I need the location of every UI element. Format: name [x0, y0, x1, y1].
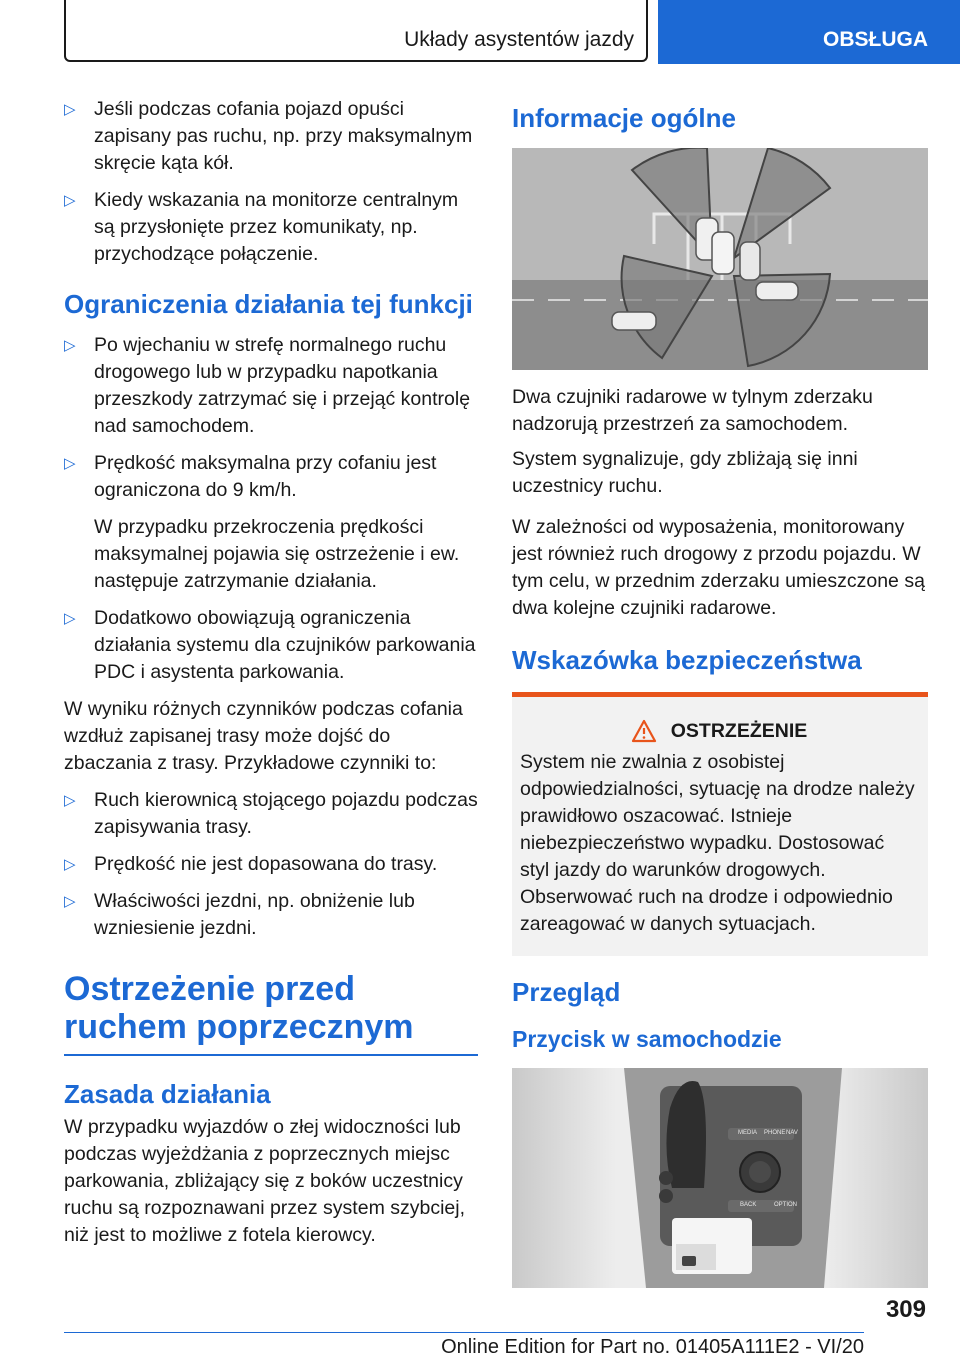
general-paragraph: W zależności od wyposażenia, monitorowany jest również ruch drogowy z przodu pojazdu. W tym celu, w przednim zderzaku umieszczone są dwa kolejne czujniki radarowe. [512, 516, 925, 619]
overview-heading: Przegląd [512, 977, 621, 1007]
list-item: ▷ Kiedy wskazania na monitorze centralnym są przysłonięte przez komunikaty, np. przychodzące połączenie. [64, 187, 478, 268]
warning-text: System nie zwalnia z osobistej odpowiedzialności, sytuację na drodze należy prawidłowo oszacować. Istnieje niebezpieczeństwo wypadku. Dostosować styl jazdy do warunków drogowych. Obserwować ruch na drodze i odpowiednio zareagować w danych sytuacjach. [520, 751, 915, 935]
console-label: OPTION [774, 1202, 798, 1208]
list-item: ▷ Prędkość nie jest dopasowana do trasy. [64, 851, 478, 878]
triangle-right-icon: ▷ [64, 610, 76, 627]
left-column [64, 96, 478, 1249]
limits-heading: Ograniczenia działania tej funkcji [64, 289, 473, 319]
general-paragraph: Dwa czujniki radarowe w tylnym zderzaku nadzorują przestrzeń za samochodem. [512, 386, 873, 435]
page-header [0, 0, 960, 64]
console-label: BACK [740, 1202, 757, 1208]
list-item: ▷ Jeśli podczas cofania pojazd opuści zapisany pas ruchu, np. przy maksymalnym skręcie kąta kół. [64, 96, 478, 177]
list-item: ▷ Po wjechaniu w strefę normalnego ruchu drogowego lub w przypadku napotkania przeszkody zatrzymać się i przejąć kontrolę nad samochodem. [64, 332, 478, 440]
safety-heading: Wskazówka bezpieczeństwa [512, 645, 862, 675]
list-item: ▷ Dodatkowo obowiązują ograniczenia działania systemu dla czujników parkowania PDC i asystenta parkowania. [64, 605, 478, 686]
triangle-right-icon: ▷ [64, 856, 76, 873]
page-number: 309 [885, 1296, 926, 1323]
list-item: ▷ Prędkość maksymalna przy cofaniu jest ograniczona do 9 km/h. [64, 450, 478, 504]
console-label: MEDIA [738, 1130, 758, 1136]
list-item: ▷ Właściwości jezdni, np. obniżenie lub wzniesienie jezdni. [64, 888, 478, 942]
center-console-svg [512, 1068, 928, 1288]
chapter-heading: Ostrzeżenie przed ruchem poprzecznym [64, 970, 478, 1056]
center-console-photo [512, 1068, 928, 1288]
console-label: PHONE [764, 1130, 786, 1136]
button-heading: Przycisk w samochodzie [512, 1026, 782, 1052]
warning-header [520, 719, 918, 743]
list-item: ▷ Ruch kierownicą stojącego pojazdu podczas zapisywania trasy. [64, 787, 478, 841]
warning-triangle-icon [631, 719, 657, 743]
console-label: NAV [786, 1130, 798, 1136]
triangle-right-icon: ▷ [64, 337, 76, 354]
general-paragraph: System sygnalizuje, gdy zbliżają się inni uczestnicy ruchu. [512, 448, 858, 497]
footer-divider [64, 1332, 864, 1333]
warning-box [512, 692, 928, 956]
radar-diagram-svg [512, 148, 928, 370]
triangle-right-icon: ▷ [64, 455, 76, 472]
triangle-right-icon: ▷ [64, 101, 76, 118]
right-column [512, 96, 928, 1288]
section-title: Układy asystentów jazdy [404, 28, 634, 51]
footer-edition: Online Edition for Part no. 01405A111E2 - VI/20 [441, 1336, 864, 1358]
triangle-right-icon: ▷ [64, 893, 76, 910]
general-heading: Informacje ogólne [512, 103, 736, 133]
speed-note: W przypadku przekroczenia prędkości maksymalnej pojawia się ostrzeżenie i ew. następuje zatrzymanie działania. [94, 516, 460, 592]
triangle-right-icon: ▷ [64, 792, 76, 809]
triangle-right-icon: ▷ [64, 192, 76, 209]
deviation-paragraph: W wyniku różnych czynników podczas cofania wzdłuż zapisanej trasy może dojść do zbaczania z trasy. Przykładowe czynniki to: [64, 698, 463, 774]
principle-paragraph: W przypadku wyjazdów o złej widoczności lub podczas wyjeżdżania z poprzecznych miejsc parkowania, zbliżający się z boków uczestnicy ruchu są rozpoznawani przez system szybciej, niż jest to możliwe z fotela kierowcy. [64, 1116, 465, 1246]
warning-title: OSTRZEŻENIE [670, 719, 808, 742]
principle-heading: Zasada działania [64, 1079, 271, 1109]
chapter-tab: OBSŁUGA [658, 0, 960, 64]
header-section-box [64, 0, 648, 62]
radar-coverage-illustration [512, 148, 928, 370]
